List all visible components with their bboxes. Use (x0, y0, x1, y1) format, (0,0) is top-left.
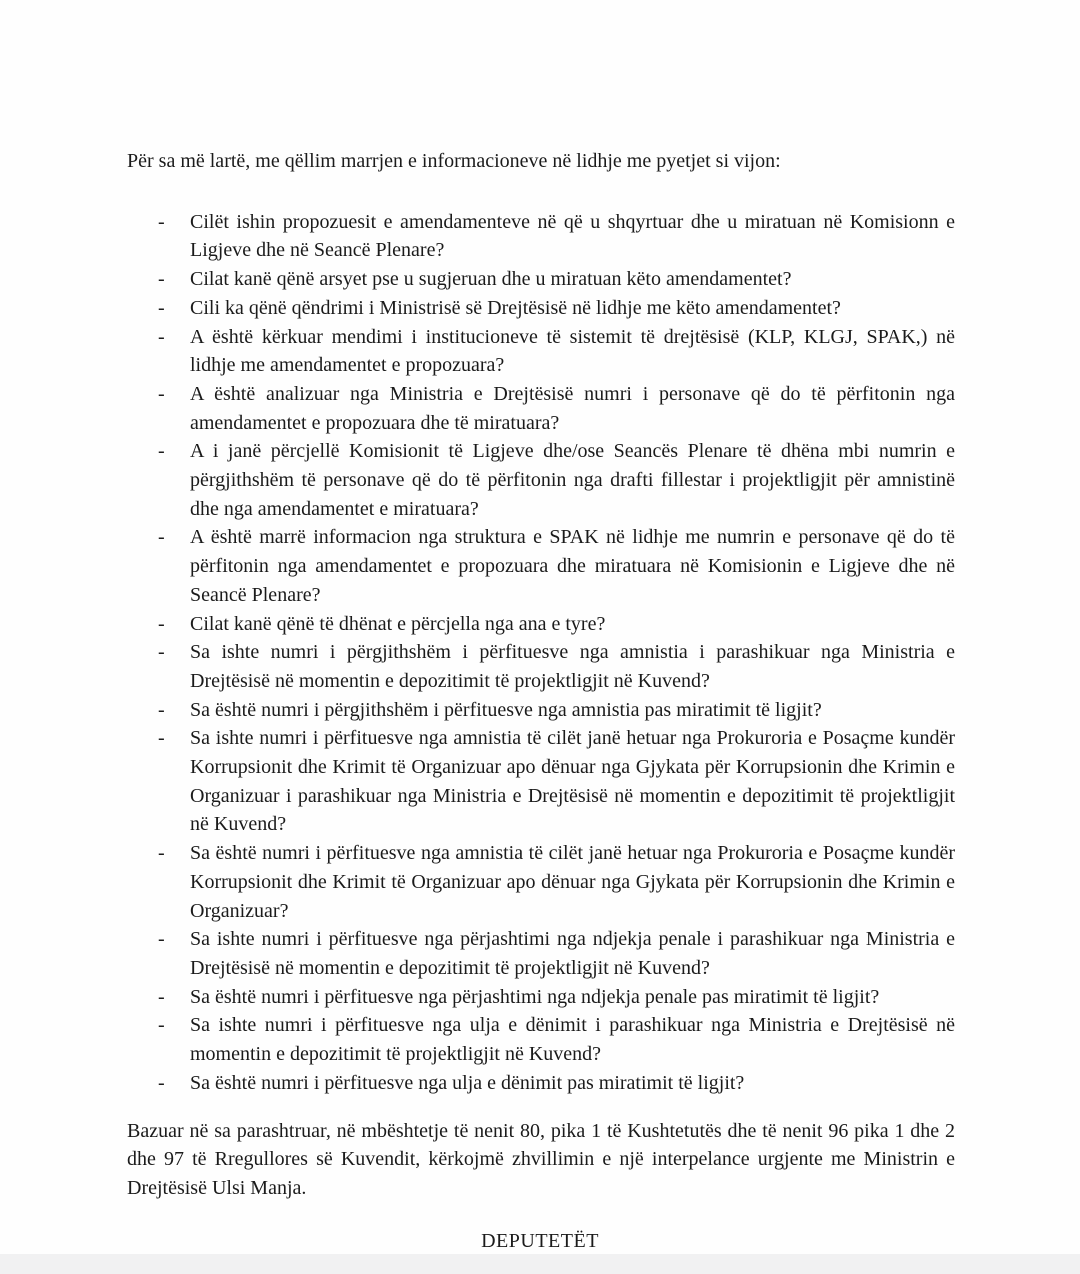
bullet-dash: - (158, 296, 165, 319)
list-item (158, 437, 955, 523)
bullet-dash: - (158, 842, 165, 865)
question-text: A është kërkuar mendimi i institucioneve të sistemit të drejtësisë (KLP, KLGJ, SPAK,) në lidhje me amendamentet e propozuara? (190, 325, 955, 377)
list-item (158, 638, 955, 695)
scan-edge-shade (0, 1254, 1080, 1274)
signature-heading: DEPUTETËT (481, 1229, 599, 1252)
closing-paragraph: Bazuar në sa parashtruar, në mbështetje të nenit 80, pika 1 të Kushtetutës dhe të nenit 96 pika 1 dhe 2 dhe 97 të Rregullores së Kuvendit, kërkojmë zhvillimin e një interpelance urgjente me Ministrin e Drejtësisë Ulsi Manja. (127, 1119, 955, 1199)
bullet-dash: - (158, 268, 165, 291)
question-list (158, 208, 955, 1098)
bullet-dash: - (158, 210, 165, 233)
bullet-dash: - (158, 928, 165, 951)
question-text: A është analizuar nga Ministria e Drejtësisë numri i personave që do të përfitonin nga amendamentet e propozuara dhe të miratuara? (190, 382, 955, 434)
list-item (158, 839, 955, 925)
bullet-dash: - (158, 727, 165, 750)
bullet-dash: - (158, 698, 165, 721)
question-text: A i janë përcjellë Komisionit të Ligjeve dhe/ose Seancës Plenare të dhëna mbi numrin e përgjithshëm të personave që do të përfitonin nga drafti fillestar i projektligjit për amnistinë dhe nga amendamentet e miratuara? (190, 440, 955, 520)
list-item (158, 323, 955, 380)
question-text: Sa ishte numri i përfituesve nga përjashtimi nga ndjekja penale i parashikuar nga Ministria e Drejtësisë në momentin e depozitimit të projektligjit në Kuvend? (190, 928, 955, 979)
question-text: Cilat kanë qënë të dhënat e përcjella nga ana e tyre? (190, 612, 606, 635)
bullet-dash: - (158, 1014, 165, 1037)
bullet-dash: - (158, 440, 165, 463)
question-text: Sa është numri i përfituesve nga përjashtimi nga ndjekja penale pas miratimit të ligjit? (190, 985, 880, 1008)
list-item (158, 380, 955, 437)
question-text: Sa ishte numri i përgjithshëm i përfituesve nga amnistia i parashikuar nga Ministria e Drejtësisë në momentin e depozitimit të projektligjit në Kuvend? (190, 641, 955, 692)
question-text: A është marrë informacion nga struktura e SPAK në lidhje me numrin e personave që do të përfitonin nga amendamentet e propozuara dhe miratuara në Komisionin e Ligjeve dhe në Seancë Plenare? (190, 526, 955, 606)
list-item (158, 523, 955, 609)
list-item (158, 696, 955, 725)
question-text: Sa ishte numri i përfituesve nga ulja e dënimit i parashikuar nga Ministria e Drejtësisë në momentin e depozitimit të projektligjit në Kuvend? (190, 1014, 955, 1066)
list-item (158, 265, 955, 294)
question-text: Sa është numri i përfituesve nga ulja e dënimit pas miratimit të ligjit? (190, 1071, 745, 1094)
bullet-dash: - (158, 382, 165, 405)
list-item (158, 1011, 955, 1068)
question-text: Cilët ishin propozuesit e amendamenteve në që u shqyrtuar dhe u miratuan në Komisionn e Ligjeve dhe në Seancë Plenare? (190, 210, 955, 262)
question-text: Cili ka qënë qëndrimi i Ministrisë së Drejtësisë në lidhje me këto amendamentet? (190, 296, 841, 319)
bullet-dash: - (158, 325, 165, 348)
list-item (158, 724, 955, 839)
intro-paragraph: Për sa më lartë, me qëllim marrjen e informacioneve në lidhje me pyetjet si vijon: (127, 150, 781, 172)
question-text: Cilat kanë qënë arsyet pse u sugjeruan dhe u miratuan këto amendamentet? (190, 268, 792, 291)
list-item (158, 1069, 955, 1098)
list-item (158, 983, 955, 1012)
bullet-dash: - (158, 526, 165, 549)
bullet-dash: - (158, 612, 165, 635)
list-item (158, 208, 955, 265)
list-item (158, 925, 955, 982)
bullet-dash: - (158, 985, 165, 1008)
bullet-dash: - (158, 1071, 165, 1094)
list-item (158, 610, 955, 639)
question-text: Sa është numri i përgjithshëm i përfituesve nga amnistia pas miratimit të ligjit? (190, 698, 822, 721)
list-item (158, 294, 955, 323)
question-text: Sa ishte numri i përfituesve nga amnistia të cilët janë hetuar nga Prokuroria e Posaçme kundër Korrupsionit dhe Krimit të Organizuar apo dënuar nga Gjykata për Korrupsionin dhe Krimin e Organizuar i parashikuar nga Ministria e Drejtësisë në momentin e depozitimit të projektligjit në Kuvend? (190, 727, 955, 836)
question-text: Sa është numri i përfituesve nga amnistia të cilët janë hetuar nga Prokuroria e Posaçme kundër Korrupsionit dhe Krimit të Organizuar apo dënuar nga Gjykata për Korrupsionin dhe Krimin e Organizuar? (190, 842, 955, 922)
bullet-dash: - (158, 641, 165, 664)
